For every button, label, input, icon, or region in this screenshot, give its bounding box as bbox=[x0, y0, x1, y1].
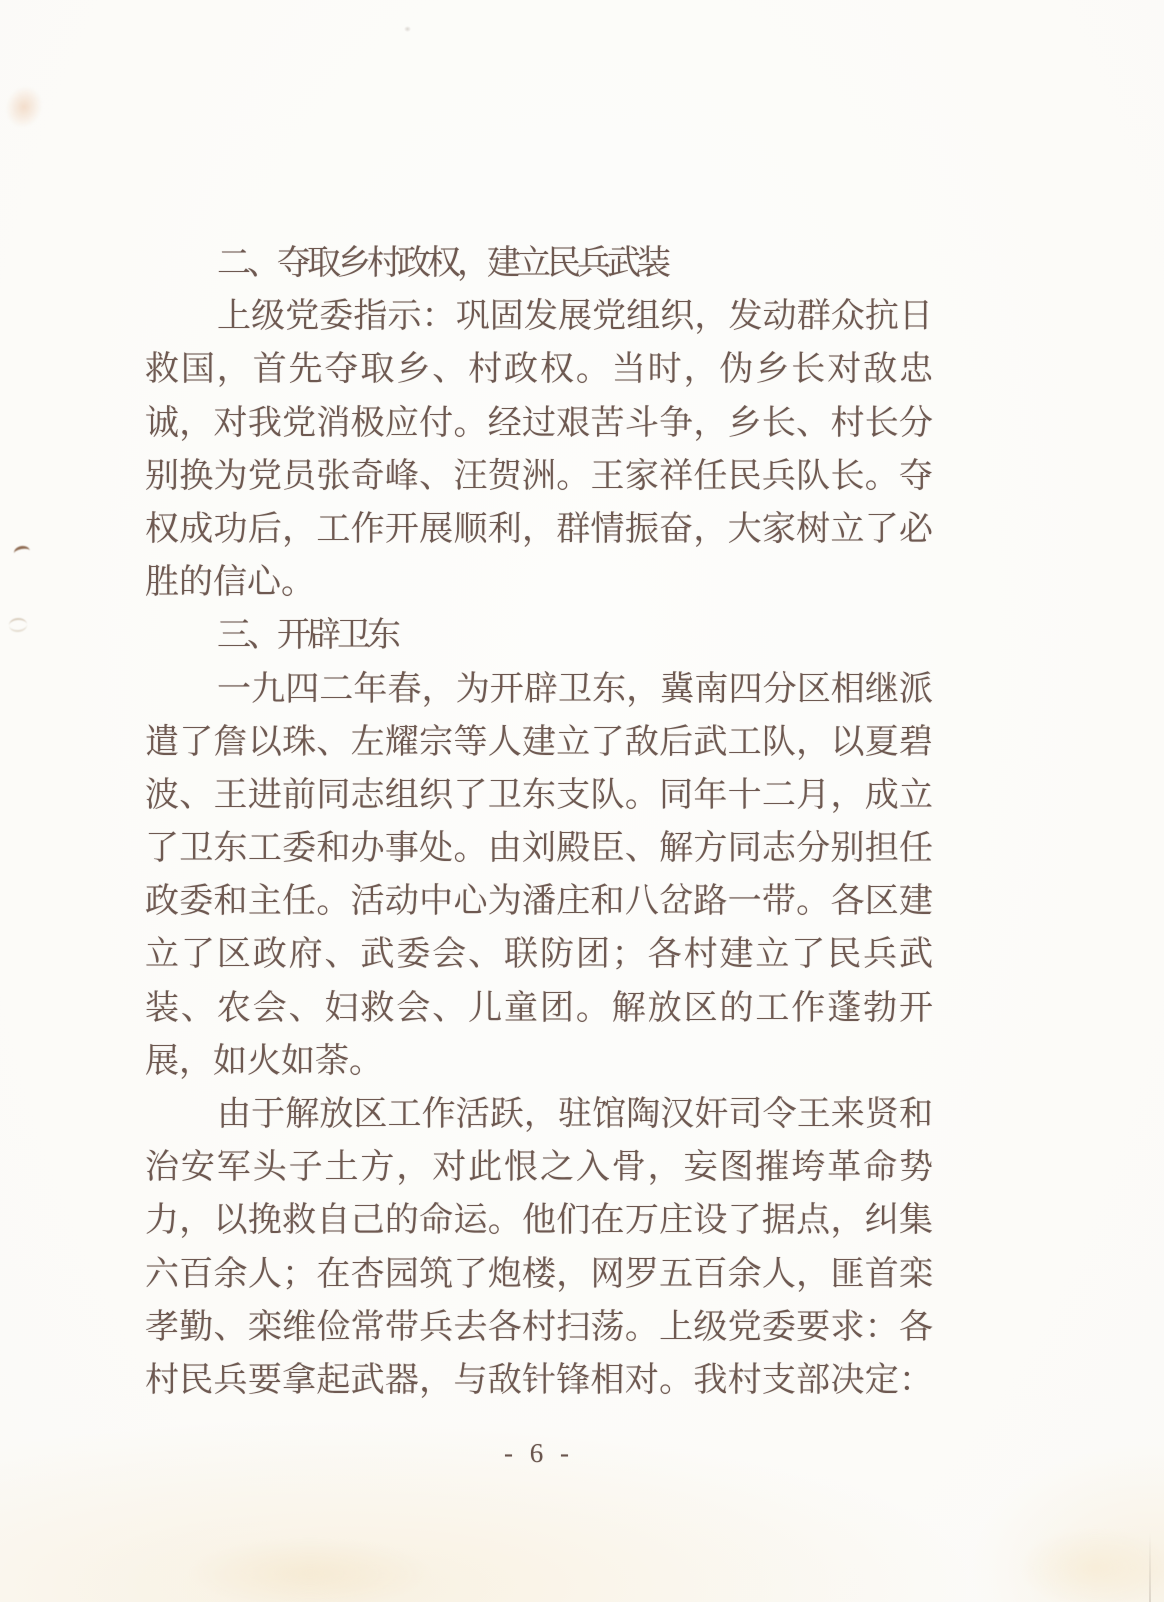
text-line: 胜的信心。 bbox=[145, 564, 315, 602]
text-line: 孝勤、栾维俭常带兵去各村扫荡。上级党委要求：各 bbox=[145, 1308, 933, 1346]
section-heading-3: 三、开辟卫东 bbox=[217, 617, 397, 655]
text-line: 立了区政府、武委会、联防团；各村建立了民兵武 bbox=[145, 936, 933, 974]
text-line: 救国，首先夺取乡、村政权。当时，伪乡长对敌忠 bbox=[145, 351, 933, 389]
scan-smudge bbox=[0, 81, 47, 132]
text-line: 治安军头子土方，对此恨之入骨，妄图摧垮革命势 bbox=[145, 1149, 933, 1187]
scan-smudge bbox=[1020, 1528, 1164, 1602]
text-line: 装、农会、妇救会、儿童团。解放区的工作蓬勃开 bbox=[145, 989, 933, 1027]
text-line: 六百余人；在杏园筑了炮楼，网罗五百余人，匪首栾 bbox=[145, 1255, 933, 1293]
scan-smudge bbox=[190, 1538, 430, 1602]
text-line: 遣了詹以珠、左耀宗等人建立了敌后武工队，以夏碧 bbox=[145, 723, 933, 761]
scan-edge-line bbox=[1149, 1532, 1151, 1602]
scan-mark bbox=[13, 545, 31, 560]
text-line: 一九四二年春，为开辟卫东，冀南四分区相继派 bbox=[217, 670, 933, 708]
scan-speck bbox=[404, 26, 411, 32]
text-line: 展，如火如荼。 bbox=[145, 1042, 383, 1080]
page-number: - 6 - bbox=[504, 1438, 574, 1468]
text-line: 波、王进前同志组织了卫东支队。同年十二月，成立 bbox=[145, 776, 933, 814]
scan-mark bbox=[9, 617, 28, 632]
text-line: 政委和主任。活动中心为潘庄和八岔路一带。各区建 bbox=[145, 883, 933, 921]
text-line: 权成功后，工作开展顺利，群情振奋，大家树立了必 bbox=[145, 510, 933, 548]
text-line: 力，以挽救自己的命运。他们在万庄设了据点，纠集 bbox=[145, 1202, 933, 1240]
section-heading-2: 二、夺取乡村政权，建立民兵武装 bbox=[217, 245, 667, 282]
text-line: 上级党委指示：巩固发展党组织，发动群众抗日 bbox=[217, 298, 933, 336]
text-line: 了卫东工委和办事处。由刘殿臣、解方同志分别担任 bbox=[145, 830, 933, 868]
text-line: 别换为党员张奇峰、汪贺洲。王家祥任民兵队长。夺 bbox=[145, 457, 933, 495]
text-line: 由于解放区工作活跃，驻馆陶汉奸司令王来贤和 bbox=[217, 1096, 933, 1133]
text-line: 诚，对我党消极应付。经过艰苦斗争，乡长、村长分 bbox=[145, 404, 933, 442]
document-body bbox=[145, 237, 933, 1407]
text-line: 村民兵要拿起武器，与敌针锋相对。我村支部决定： bbox=[145, 1361, 933, 1399]
